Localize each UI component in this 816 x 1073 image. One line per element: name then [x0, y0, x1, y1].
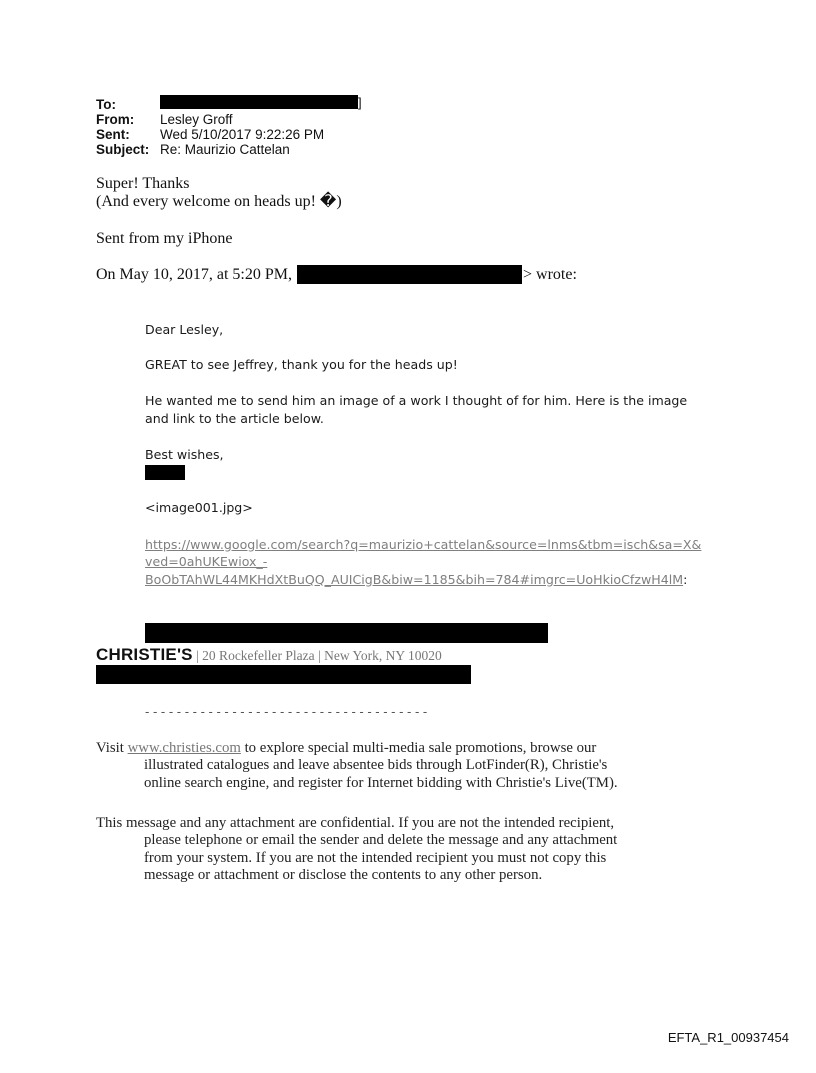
url-trailing-colon: :: [683, 572, 688, 587]
quoted-closing: Best wishes,: [145, 447, 224, 462]
visit-prefix: Visit: [96, 740, 128, 756]
sent-label: Sent:: [96, 127, 130, 142]
quoted-url-line-2[interactable]: [145, 553, 267, 570]
redaction-contact-info: [96, 665, 471, 684]
visit-line-1-rest: to explore special multi-media sale promotions, browse our: [240, 740, 597, 756]
christies-divider: - - - - - - - - - - - - - - - - - - - - - - - - - - - - - - - - - - - -: [145, 704, 428, 719]
quoted-paragraph-1: GREAT to see Jeffrey, thank you for the heads up!: [145, 357, 458, 372]
visit-line-3: online search engine, and register for Internet bidding with Christie's Live(TM).: [144, 774, 618, 791]
document-id: EFTA_R1_00937454: [667, 1030, 789, 1045]
conf-line-2: please telephone or email the sender and delete the message and any attachment: [144, 832, 618, 849]
google-image-link-2[interactable]: ved=0ahUKEwiox_-: [145, 554, 268, 569]
subject-value: Re: Maurizio Cattelan: [160, 142, 290, 157]
quoted-paragraph-2-line-1: He wanted me to send him an image of a work I thought of for him. Here is the image: [145, 393, 688, 408]
christies-brand: CHRISTIE'S: [96, 645, 193, 664]
visit-line-2: illustrated catalogues and leave absentee bids through LotFinder(R), Christie's: [144, 757, 608, 774]
reply-signature: Sent from my iPhone: [96, 230, 233, 247]
from-value: Lesley Groff: [160, 112, 233, 127]
redaction-to-recipient: [160, 95, 358, 109]
quote-intro-prefix: On May 10, 2017, at 5:20 PM,: [96, 266, 292, 283]
redaction-signature-name: [145, 623, 548, 643]
redaction-sender-email: [297, 265, 522, 284]
christies-website-link[interactable]: www.christies.com: [127, 740, 241, 756]
to-label: To:: [96, 97, 116, 112]
conf-line-1: This message and any attachment are confidential. If you are not the intended recipient,: [96, 815, 615, 831]
from-label: From:: [96, 112, 135, 127]
reply-line-2: (And every welcome on heads up! �): [96, 193, 342, 210]
google-image-link-1[interactable]: https://www.google.com/search?q=maurizio+cattelan&source=lnms&tbm=isch&sa=X&: [145, 537, 702, 552]
christies-address: | 20 Rockefeller Plaza | New York, NY 10020: [192, 648, 442, 663]
to-bracket: ]: [358, 95, 362, 110]
redaction-signer-name: [145, 465, 185, 480]
conf-line-4: message or attachment or disclose the contents to any other person.: [144, 867, 543, 884]
reply-line-1: Super! Thanks: [96, 175, 190, 192]
subject-label: Subject:: [96, 142, 150, 157]
quote-intro-suffix: > wrote:: [523, 266, 577, 283]
sent-value: Wed 5/10/2017 9:22:26 PM: [160, 127, 325, 142]
christies-signature-line: [96, 645, 442, 665]
quoted-attachment: <image001.jpg>: [145, 500, 253, 515]
quoted-greeting: Dear Lesley,: [145, 322, 224, 337]
quoted-paragraph-2-line-2: and link to the article below.: [145, 411, 324, 426]
visit-paragraph: [96, 740, 776, 792]
google-image-link-3[interactable]: BoObTAhWL44MKHdXtBuQQ_AUICigB&biw=1185&bih=784#imgrc=UoHkioCfzwH4lM: [145, 572, 684, 587]
confidentiality-paragraph: [96, 815, 776, 885]
quoted-url-line-1[interactable]: [145, 536, 701, 553]
conf-line-3: from your system. If you are not the intended recipient you must not copy this: [144, 849, 607, 866]
quoted-url-line-3[interactable]: [145, 571, 687, 588]
